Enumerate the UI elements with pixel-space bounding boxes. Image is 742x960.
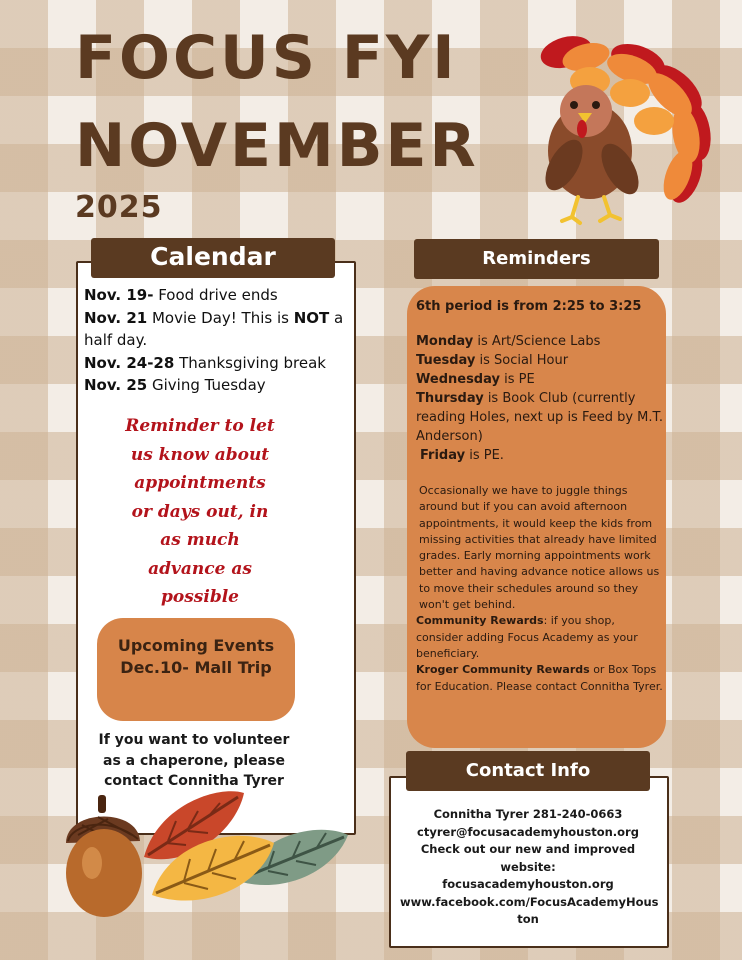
- acorn-leaves-icon: [48, 785, 358, 925]
- calendar-event: Nov. 25 Giving Tuesday: [84, 376, 266, 394]
- sixth-period-note: 6th period is from 2:25 to 3:25: [416, 299, 642, 314]
- contact-line: website:: [500, 859, 556, 874]
- community-rewards-note: Community Rewards: if you shop, consider adding Focus Academy as your beneficiary.: [416, 614, 638, 660]
- schedule-day: Friday is PE.: [420, 448, 504, 463]
- calendar-event: Nov. 24-28 Thanksgiving break: [84, 353, 326, 372]
- contact-line: Connitha Tyrer 281-240-0663: [433, 807, 623, 821]
- contact-heading: Contact Info: [406, 751, 650, 791]
- contact-line: ton: [517, 912, 539, 926]
- volunteer-note: If you want to volunteer as a chaperone, please contact Connitha Tyrer: [98, 732, 290, 789]
- appointment-reminder: Reminder to let us know about appointments or days out, in as much advance as possible: [125, 416, 275, 607]
- appointment-note: Occasionally we have to juggle things around but if you can avoid afternoon appointments, it would keep the kids from missing activities that already have limited grades. Early morning appointments work better and having advance notice allows us to move their schedules around so they won't get behind.: [419, 484, 660, 612]
- schedule-day: Wednesday is PE: [416, 372, 535, 387]
- title-line-1: FOCUS FYI: [75, 23, 458, 93]
- contact-line: www.facebook.com/FocusAcademyHous: [400, 894, 659, 909]
- upcoming-event-item: Dec.10- Mall Trip: [120, 658, 272, 677]
- schedule-day: Thursday is Book Club (currently reading Holes, next up is Feed by M.T. Anderson): [416, 391, 664, 444]
- reminders-heading: Reminders: [414, 239, 659, 279]
- title-line-2: NOVEMBER: [75, 111, 479, 181]
- schedule-day: Tuesday is Social Hour: [416, 353, 569, 368]
- reminders-content: [416, 299, 664, 695]
- calendar-event: Nov. 19- Food drive ends: [84, 286, 278, 304]
- calendar-heading: Calendar: [91, 238, 335, 278]
- turkey-icon: [508, 26, 723, 226]
- contact-line: Check out our new and improved: [420, 842, 636, 856]
- upcoming-events-box: [97, 618, 295, 721]
- upcoming-events-title: Upcoming Events: [117, 636, 275, 655]
- contact-details: [400, 806, 659, 929]
- weekly-schedule: [416, 332, 664, 465]
- contact-line: focusacademyhouston.org: [442, 877, 614, 891]
- calendar-events: [84, 284, 352, 397]
- contact-line: ctyrer@focusacademyhouston.org: [417, 824, 639, 839]
- calendar-event: Nov. 21 Movie Day! This is NOT a half day.: [84, 308, 344, 349]
- title-year: 2025: [75, 190, 163, 225]
- kroger-rewards-note: Kroger Community Rewards or Box Tops for Education. Please contact Connitha Tyrer.: [416, 663, 663, 693]
- schedule-day: Monday is Art/Science Labs: [416, 334, 601, 349]
